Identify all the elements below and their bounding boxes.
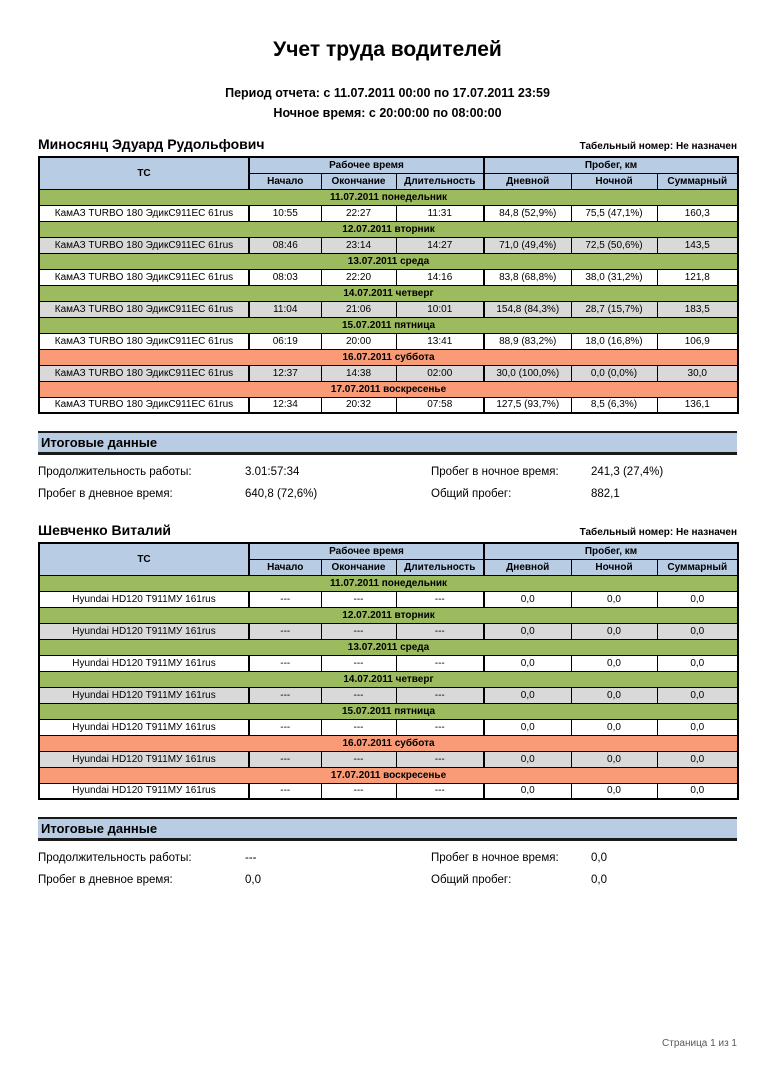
summary-label-night-mileage: Пробег в ночное время: [431,466,559,478]
cell-day: 83,8 (68,8%) [484,269,571,285]
cell-start: 06:19 [249,333,321,349]
day-band: 13.07.2011 среда [39,639,738,655]
day-band-row [39,639,738,655]
driver-section [38,522,737,886]
cell-total: 30,0 [657,365,738,381]
cell-duration: 13:41 [396,333,484,349]
cell-end: --- [321,591,396,607]
summary-value-total-mileage: 882,1 [591,488,620,500]
cell-night: 28,7 (15,7%) [571,301,657,317]
col-header-tc: ТС [39,543,249,575]
cell-end: --- [321,719,396,735]
col-header-end: Окончание [321,173,396,189]
day-band-row [39,221,738,237]
day-band: 12.07.2011 вторник [39,221,738,237]
day-band-row [39,381,738,397]
cell-end: 20:00 [321,333,396,349]
cell-tc: Hyundai HD120 Т911МУ 161rus [39,687,249,703]
table-row [39,269,738,285]
table-row [39,655,738,671]
cell-duration: --- [396,719,484,735]
cell-total: 106,9 [657,333,738,349]
summary-grid [38,852,737,886]
cell-night: 0,0 (0,0%) [571,365,657,381]
summary-label-day-mileage: Пробег в дневное время: [38,488,173,500]
cell-day: 88,9 (83,2%) [484,333,571,349]
col-header-total: Суммарный [657,559,738,575]
col-header-day: Дневной [484,173,571,189]
report-period: Период отчета: с 11.07.2011 00:00 по 17.07.2011 23:59 [225,86,550,100]
cell-total: 0,0 [657,655,738,671]
summary-value-day-mileage: 0,0 [245,874,261,886]
cell-night: 75,5 (47,1%) [571,205,657,221]
summary-label-total-mileage: Общий пробег: [431,874,512,886]
day-band: 16.07.2011 суббота [39,349,738,365]
cell-end: 14:38 [321,365,396,381]
cell-tc: Hyundai HD120 Т911МУ 161rus [39,783,249,799]
driver-header [38,522,737,538]
cell-night: 0,0 [571,751,657,767]
cell-tc: Hyundai HD120 Т911МУ 161rus [39,655,249,671]
cell-duration: 11:31 [396,205,484,221]
cell-start: 10:55 [249,205,321,221]
table-row [39,397,738,413]
cell-duration: --- [396,591,484,607]
day-band: 15.07.2011 пятница [39,703,738,719]
summary-label-total-mileage: Общий пробег: [431,488,512,500]
cell-day: 0,0 [484,591,571,607]
cell-tc: Hyundai HD120 Т911МУ 161rus [39,591,249,607]
summary-label-night-mileage: Пробег в ночное время: [431,852,559,864]
col-header-start: Начало [249,173,321,189]
col-header-duration: Длительность [396,173,484,189]
tabel-number: Табельный номер: Не назначен [579,527,737,538]
cell-duration: --- [396,751,484,767]
cell-night: 0,0 [571,783,657,799]
cell-duration: 07:58 [396,397,484,413]
cell-tc: КамАЗ TURBO 180 ЭдикС911ЕС 61rus [39,333,249,349]
col-header-duration: Длительность [396,559,484,575]
summary-title-bar: Итоговые данные [38,431,737,455]
cell-tc: КамАЗ TURBO 180 ЭдикС911ЕС 61rus [39,365,249,381]
table-row [39,301,738,317]
driver-work-table [38,542,739,800]
table-row [39,333,738,349]
day-band: 12.07.2011 вторник [39,607,738,623]
day-band-row [39,253,738,269]
day-band: 11.07.2011 понедельник [39,575,738,591]
cell-tc: КамАЗ TURBO 180 ЭдикС911ЕС 61rus [39,397,249,413]
cell-end: 22:27 [321,205,396,221]
col-group-mileage: Пробег, км [484,157,738,173]
cell-total: 143,5 [657,237,738,253]
cell-day: 71,0 (49,4%) [484,237,571,253]
cell-end: 20:32 [321,397,396,413]
cell-total: 136,1 [657,397,738,413]
col-group-mileage: Пробег, км [484,543,738,559]
col-header-night: Ночной [571,173,657,189]
report-night-time: Ночное время: с 20:00:00 по 08:00:00 [273,106,502,120]
summary-value-night-mileage: 241,3 (27,4%) [591,466,664,478]
cell-total: 0,0 [657,751,738,767]
cell-duration: --- [396,655,484,671]
day-band-row [39,189,738,205]
cell-tc: КамАЗ TURBO 180 ЭдикС911ЕС 61rus [39,269,249,285]
day-band-row [39,349,738,365]
cell-day: 154,8 (84,3%) [484,301,571,317]
cell-end: 21:06 [321,301,396,317]
day-band-row [39,607,738,623]
table-row [39,623,738,639]
cell-night: 38,0 (31,2%) [571,269,657,285]
table-row [39,687,738,703]
day-band: 15.07.2011 пятница [39,317,738,333]
cell-end: --- [321,655,396,671]
table-row [39,237,738,253]
day-band: 14.07.2011 четверг [39,285,738,301]
table-row [39,205,738,221]
cell-total: 0,0 [657,591,738,607]
cell-start: 12:34 [249,397,321,413]
cell-day: 84,8 (52,9%) [484,205,571,221]
cell-tc: Hyundai HD120 Т911МУ 161rus [39,719,249,735]
cell-total: 0,0 [657,687,738,703]
day-band-row [39,575,738,591]
cell-end: --- [321,623,396,639]
col-header-tc: ТС [39,157,249,189]
cell-duration: 14:16 [396,269,484,285]
cell-end: 22:20 [321,269,396,285]
cell-day: 0,0 [484,783,571,799]
cell-night: 8,5 (6,3%) [571,397,657,413]
page-title: Учет труда водителей [273,38,502,61]
cell-start: --- [249,655,321,671]
col-header-night: Ночной [571,559,657,575]
cell-end: --- [321,687,396,703]
cell-night: 0,0 [571,623,657,639]
day-band-row [39,735,738,751]
cell-day: 0,0 [484,719,571,735]
cell-total: 121,8 [657,269,738,285]
cell-duration: --- [396,623,484,639]
cell-total: 160,3 [657,205,738,221]
cell-night: 72,5 (50,6%) [571,237,657,253]
cell-duration: 02:00 [396,365,484,381]
day-band-row [39,703,738,719]
cell-start: 12:37 [249,365,321,381]
cell-tc: КамАЗ TURBO 180 ЭдикС911ЕС 61rus [39,205,249,221]
day-band: 17.07.2011 воскресенье [39,767,738,783]
col-header-day: Дневной [484,559,571,575]
col-group-work-time: Рабочее время [249,157,484,173]
cell-duration: 10:01 [396,301,484,317]
summary-value-work-duration: --- [245,852,257,864]
col-group-work-time: Рабочее время [249,543,484,559]
cell-start: --- [249,623,321,639]
day-band: 14.07.2011 четверг [39,671,738,687]
table-row [39,591,738,607]
cell-tc: КамАЗ TURBO 180 ЭдикС911ЕС 61rus [39,237,249,253]
cell-night: 0,0 [571,687,657,703]
cell-tc: Hyundai HD120 Т911МУ 161rus [39,623,249,639]
cell-tc: КамАЗ TURBO 180 ЭдикС911ЕС 61rus [39,301,249,317]
cell-night: 0,0 [571,719,657,735]
cell-duration: --- [396,783,484,799]
cell-night: 0,0 [571,655,657,671]
cell-start: 08:46 [249,237,321,253]
day-band-row [39,671,738,687]
cell-day: 0,0 [484,655,571,671]
summary-value-work-duration: 3.01:57:34 [245,466,300,478]
cell-total: 183,5 [657,301,738,317]
cell-day: 0,0 [484,623,571,639]
cell-start: 08:03 [249,269,321,285]
day-band: 16.07.2011 суббота [39,735,738,751]
summary-label-work-duration: Продолжительность работы: [38,852,192,864]
cell-night: 18,0 (16,8%) [571,333,657,349]
cell-start: --- [249,719,321,735]
tabel-number: Табельный номер: Не назначен [579,141,737,152]
driver-name: Миносянц Эдуард Рудольфович [38,136,265,152]
day-band: 17.07.2011 воскресенье [39,381,738,397]
cell-day: 0,0 [484,751,571,767]
cell-end: --- [321,783,396,799]
cell-total: 0,0 [657,783,738,799]
cell-duration: --- [396,687,484,703]
day-band-row [39,767,738,783]
summary-value-day-mileage: 640,8 (72,6%) [245,488,318,500]
page-footer: Страница 1 из 1 [662,1038,737,1049]
cell-start: --- [249,591,321,607]
cell-day: 127,5 (93,7%) [484,397,571,413]
cell-end: 23:14 [321,237,396,253]
summary-label-day-mileage: Пробег в дневное время: [38,874,173,886]
day-band: 11.07.2011 понедельник [39,189,738,205]
table-row [39,783,738,799]
cell-total: 0,0 [657,719,738,735]
summary-grid [38,466,737,500]
col-header-end: Окончание [321,559,396,575]
summary-value-night-mileage: 0,0 [591,852,607,864]
summary-title-bar: Итоговые данные [38,817,737,841]
day-band-row [39,285,738,301]
cell-day: 0,0 [484,687,571,703]
table-row [39,751,738,767]
cell-start: --- [249,783,321,799]
summary-label-work-duration: Продолжительность работы: [38,466,192,478]
table-row [39,719,738,735]
cell-start: 11:04 [249,301,321,317]
cell-start: --- [249,687,321,703]
cell-total: 0,0 [657,623,738,639]
driver-header [38,136,737,152]
driver-section [38,136,737,500]
col-header-total: Суммарный [657,173,738,189]
day-band-row [39,317,738,333]
cell-end: --- [321,751,396,767]
cell-duration: 14:27 [396,237,484,253]
cell-tc: Hyundai HD120 Т911МУ 161rus [39,751,249,767]
cell-start: --- [249,751,321,767]
col-header-start: Начало [249,559,321,575]
table-row [39,365,738,381]
cell-day: 30,0 (100,0%) [484,365,571,381]
day-band: 13.07.2011 среда [39,253,738,269]
driver-name: Шевченко Виталий [38,522,172,538]
cell-night: 0,0 [571,591,657,607]
driver-work-table [38,156,739,414]
summary-value-total-mileage: 0,0 [591,874,607,886]
